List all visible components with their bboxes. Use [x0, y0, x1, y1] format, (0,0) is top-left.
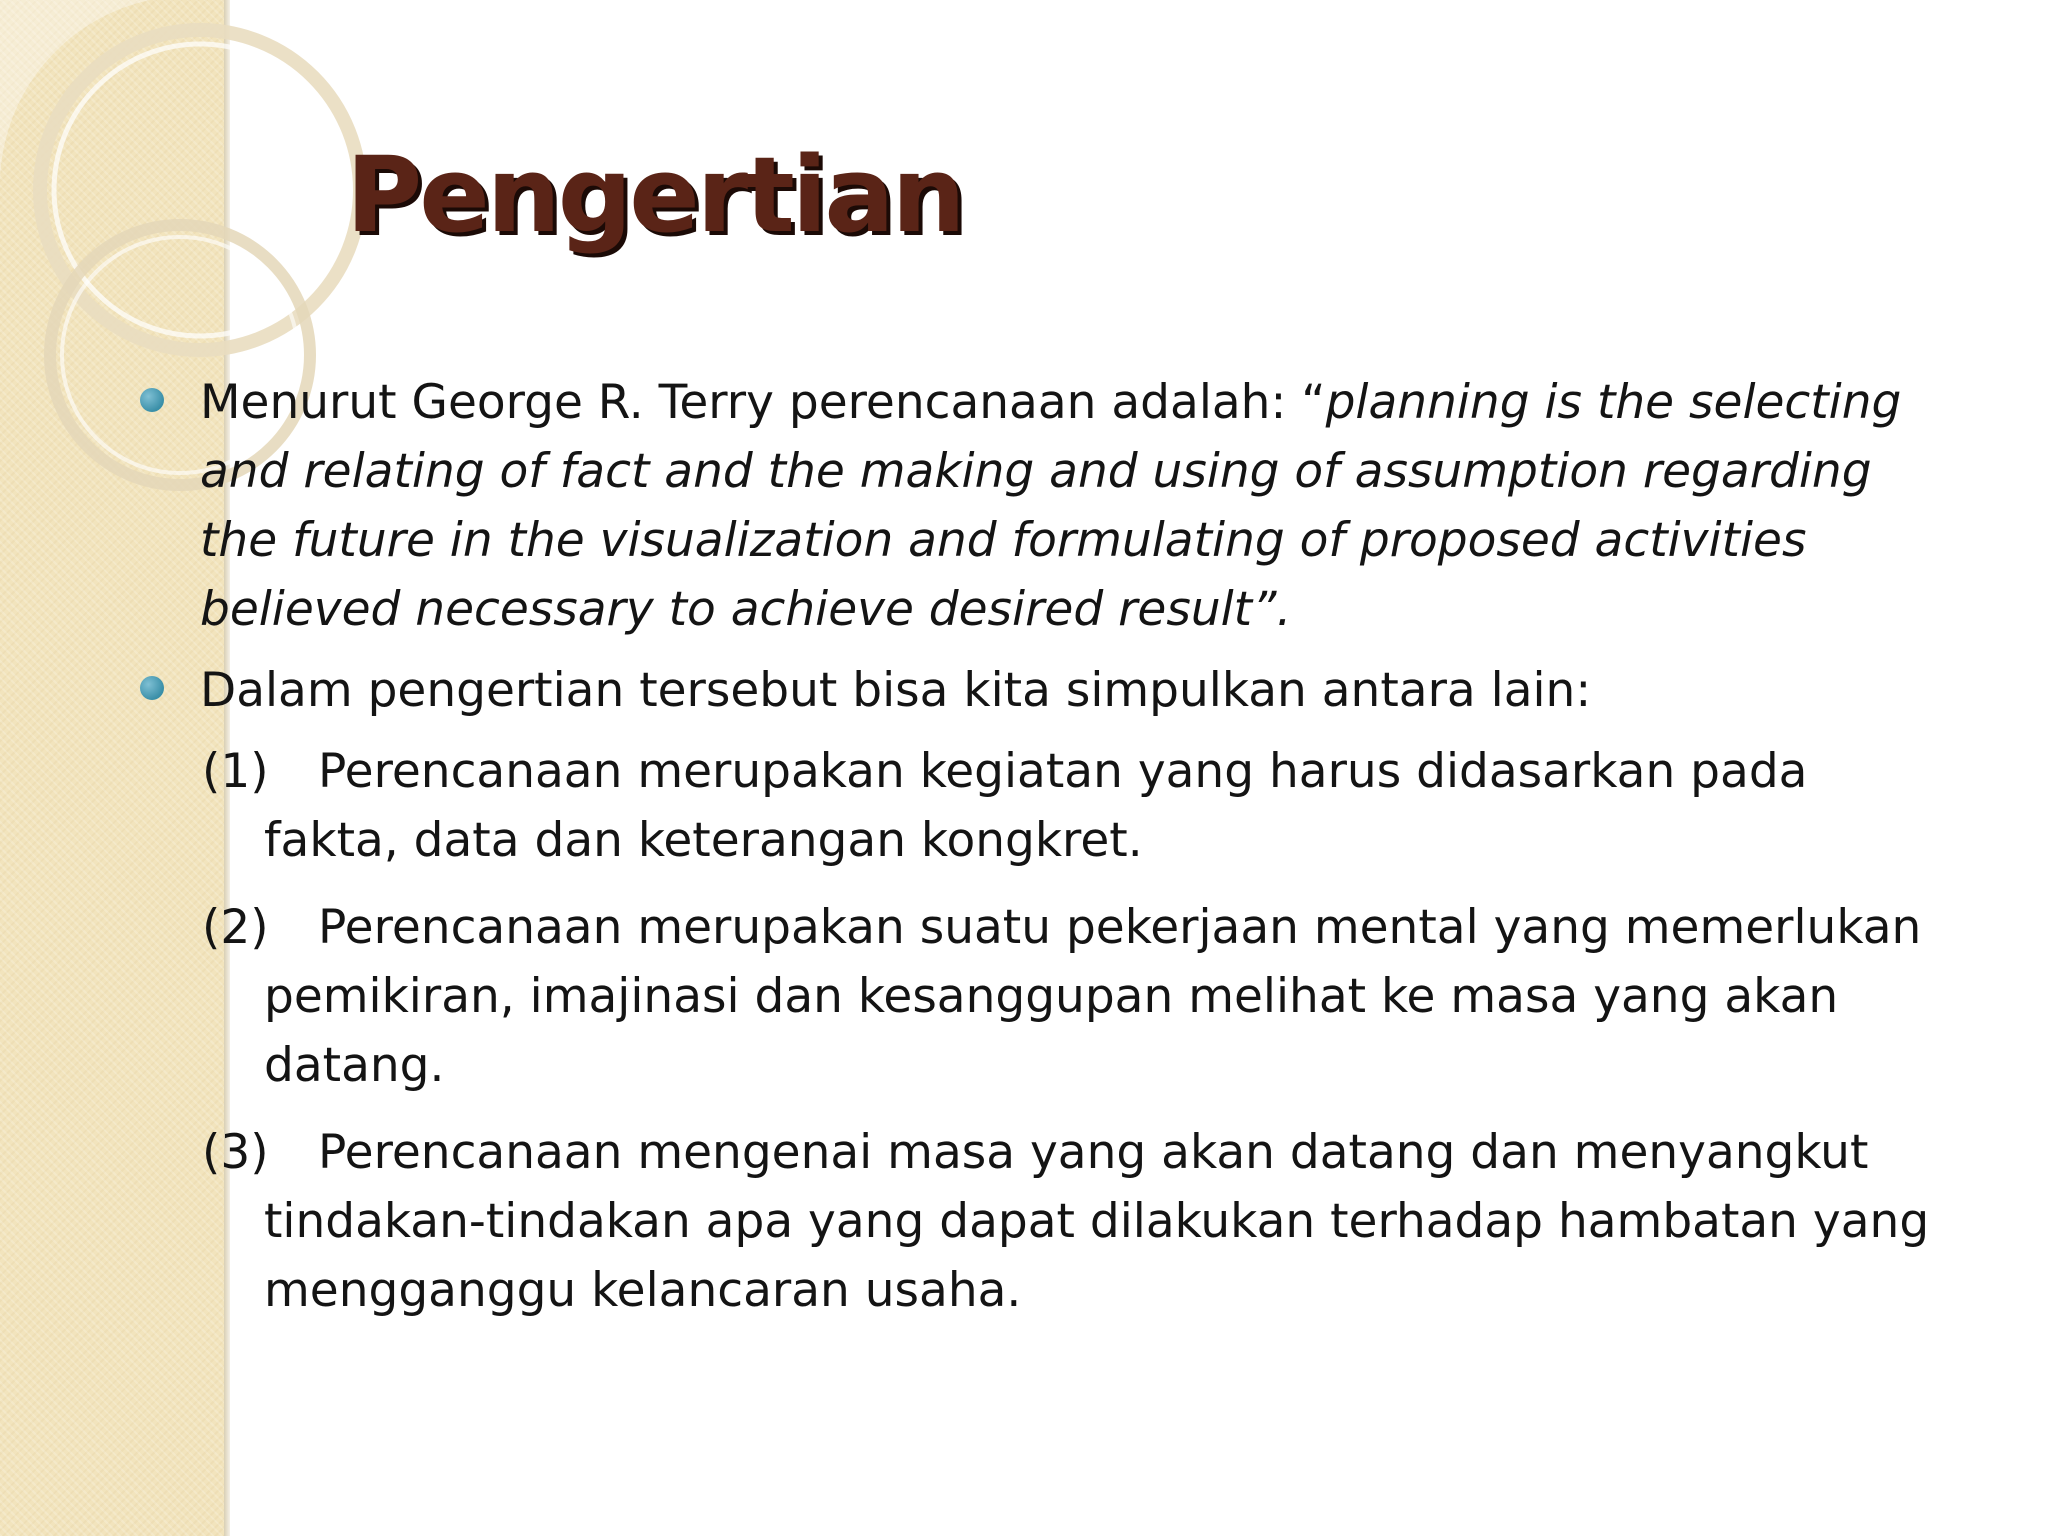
- list-item: [140, 1118, 1940, 1325]
- item-number: (2): [202, 900, 269, 955]
- slide-title: Pengertian: [346, 134, 963, 256]
- bullet-definition: [140, 368, 1940, 644]
- item-number: (1): [202, 744, 269, 799]
- list-item: [140, 737, 1940, 875]
- definition-closing: ”.: [1252, 582, 1292, 637]
- definition-quote: planning is the selecting and relating of fact and the making and using of assumption regarding the future in the visualization and formulating of proposed activities believed necessary to achieve desired result: [200, 375, 1902, 637]
- item-text: Perencanaan mengenai masa yang akan datang dan menyangkut tindakan-tindakan apa yang dapat dilakukan terhadap hambatan yang mengganggu kelancaran usaha.: [264, 1125, 1930, 1318]
- item-text: Perencanaan merupakan kegiatan yang harus didasarkan pada fakta, data dan keterangan kongkret.: [264, 744, 1808, 868]
- bullet-conclusion: [140, 656, 1940, 725]
- item-text: Perencanaan merupakan suatu pekerjaan mental yang memerlukan pemikiran, imajinasi dan kesanggupan melihat ke masa yang akan datang.: [264, 900, 1922, 1093]
- slide-content: [140, 368, 1940, 1343]
- definition-intro: Menurut George R. Terry perencanaan adalah: “: [200, 375, 1326, 430]
- list-item: [140, 893, 1940, 1100]
- item-number: (3): [202, 1125, 269, 1180]
- conclusion-text: Dalam pengertian tersebut bisa kita simpulkan antara lain:: [200, 663, 1592, 718]
- bullet-dot-icon: [140, 676, 164, 700]
- bullet-dot-icon: [140, 388, 164, 412]
